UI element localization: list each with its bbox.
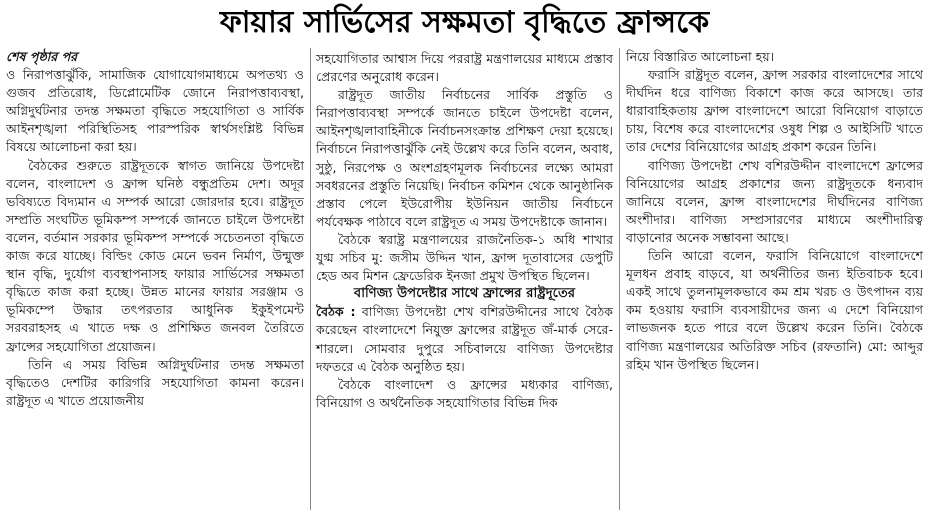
paragraph: বৈঠকের শুরুতে রাষ্ট্রদূতকে স্বাগত জানিয়ে উপদেষ্টা বলেন, বাংলাদেশ ও ফ্রান্স ঘনিষ্ঠ বন্ধুপ্রতিম দেশ। অদূর ভবিষ্যতে বিদ্যমান এ সম্পর্ক আরো জোরদার হবে। রাষ্ট্রদূত সম্প্রতি সংঘটিত ভূমিকম্প সম্পর্কে জানতে চাইলে উপদেষ্টা বলেন, বর্তমান সরকার ভূমিকম্প সম্পর্কে সচেতনতা বৃদ্ধিতে কাজ করে যাচ্ছে। বিল্ডিং কোড মেনে ভবন নির্মাণ, উন্মুক্ত স্থান বৃদ্ধি, দুর্যোগ ব্যবস্থাপনাসহ ফায়ার সার্ভিসের সক্ষমতা বৃদ্ধিতে কাজ করা হচ্ছে। উন্নত মানের ফায়ার সরঞ্জাম ও ভূমিকম্পে উদ্ধার তৎপরতার আধুনিক ইকুইপমেন্ট সরবরাহসহ এ খাতে দক্ষ ও প্রশিক্ষিত জনবল তৈরিতে ফ্রান্সের সহযোগিতা প্রয়োজন। — [6, 157, 304, 354]
paragraph: ফরাসি রাষ্ট্রদূত বলেন, ফ্রান্স সরকার বাংলাদেশের সাথে দীর্ঘদিন ধরে বাণিজ্য বিকাশে কাজ করে আসছে। তার ধারাবাহিকতায় ফ্রান্স বাংলাদেশে আরো বিনিয়োগ বাড়াতে চায়, বিশেষ করে বাংলাদেশের ওষুধ শিল্প ও আইসিটি খাতে তার দেশের বিনিয়োগের আগ্রহ প্রকাশ করেন তিনি। — [626, 67, 923, 155]
paragraph: তিনি আরো বলেন, ফরাসি বিনিয়োগে বাংলাদেশে মূলধন প্রবাহ বাড়বে, যা অর্থনীতির জন্য ইতিবাচক হবে। একই সাথে তুলনামূলকভাবে কম শ্রম খরচ ও উৎপাদন ব্যয় কম হওয়ায় ফরাসি ব্যবসায়ীদের জন্য এ দেশে বিনিয়োগ লাভজনক হতে পারে বলে উল্লেখ করেন তিনি। বৈঠকে বাণিজ্য মন্ত্রণালয়ের অতিরিক্ত সচিব (রফতানি) মো: আব্দুর রহিম খান উপস্থিত ছিলেন। — [626, 248, 923, 372]
paragraph: ও নিরাপত্তাঝুঁকি, সামাজিক যোগাযোগমাধ্যমে অপতথ্য ও গুজব প্রতিরোধ, ডিপ্লোমেটিক জোনে নিরাপত্তাব্যবস্থা, অগ্নিদুর্ঘটনার তদন্ত সক্ষমতা বৃদ্ধিতে সহযোগিতা ও সার্বিক আইনশৃঙ্খলা পরিস্থিতিসহ পারস্পরিক স্বার্থসংশ্লিষ্ট বিভিন্ন বিষয়ে আলোচনা করা হয়। — [6, 67, 304, 155]
article-column-1 — [6, 48, 304, 410]
paragraph: বৈঠকে বাংলাদেশ ও ফ্রান্সের মধ্যকার বাণিজ্য, বিনিয়োগ ও অর্থনৈতিক সহযোগিতার বিভিন্ন দিক — [316, 376, 613, 410]
continued-kicker: শেষ পৃষ্ঠার পর — [6, 49, 78, 64]
paragraph: নিয়ে বিস্তারিত আলোচনা হয়। — [626, 49, 775, 64]
headline: ফায়ার সার্ভিসের সক্ষমতা বৃদ্ধিতে ফ্রান্সকে — [219, 5, 710, 40]
paragraph: বাণিজ্য উপদেষ্টা শেখ বশিরউদ্দীনের সাথে বৈঠক করেছেন বাংলাদেশে নিযুক্ত ফ্রান্সের রাষ্ট্রদূত জঁ-মার্ক সেরে-শারলে। সোমবার দুপুরে সচিবালয়ে বাণিজ্য উপদেষ্টার দফতরে এ বৈঠক অনুষ্ঠিত হয়। — [316, 304, 613, 374]
paragraph: তিনি এ সময় বিভিন্ন অগ্নিদুর্ঘটনার তদন্ত সক্ষমতা বৃদ্ধিতেও দেশটির কারিগরি সহযোগিতা কামনা করেন। রাষ্ট্রদূত এ খাতে প্রয়োজনীয় — [6, 356, 304, 408]
column-divider — [619, 48, 620, 510]
article-column-3 — [626, 48, 923, 374]
subhead-lead: বৈঠক : — [316, 304, 356, 320]
paragraph: রাষ্ট্রদূত জাতীয় নির্বাচনের সার্বিক প্রস্তুতি ও নিরাপত্তাব্যবস্থা সম্পর্কে জানতে চাইলে উপদেষ্টা বলেন, আইনশৃঙ্খলাবাহিনীকে নির্বাচনসংক্রান্ত প্রশিক্ষণ দেয়া হয়েছে। নির্বাচনে নিরাপত্তাঝুঁকি নেই উল্লেখ করে তিনি বলেন, অবাধ, সুষ্ঠু, নিরপেক্ষ ও অংশগ্রহণমূলক নির্বাচনের লক্ষ্যে আমরা সবধরনের প্রস্তুতি নিয়েছি। নির্বাচন কমিশন থেকে আনুষ্ঠানিক প্রস্তাব পেলে ইউরোপীয় ইউনিয়ন জাতীয় নির্বাচনে পর্যবেক্ষক পাঠাবে বলে রাষ্ট্রদূত এ সময় উপদেষ্টাকে জানান। — [316, 87, 613, 229]
paragraph: বাণিজ্য উপদেষ্টা শেখ বশিরউদ্দীন বাংলাদেশে ফ্রান্সের বিনিয়োগের আগ্রহ প্রকাশের জন্য রাষ্ট্রদূতকে ধন্যবাদ জানিয়ে বলেন, ফ্রান্স বাংলাদেশের দীর্ঘদিনের বাণিজ্য অংশীদার। বাণিজ্য সম্প্রসারণের মাধ্যমে অংশীদারিত্ব বাড়ানোর অনেক সম্ভাবনা আছে। — [626, 157, 923, 245]
column-divider — [310, 48, 311, 510]
section-subhead: বাণিজ্য উপদেষ্টার সাথে ফ্রান্সের রাষ্ট্রদূতের — [353, 286, 576, 302]
paragraph: বৈঠকে স্বরাষ্ট্র মন্ত্রণালয়ের রাজনৈতিক-১ অধি শাখার যুগ্ম সচিব মু: জসীম উদ্দিন খান, ফ্রান্স দূতাবাসের ডেপুটি হেড অব মিশন ফ্রেডেরিক ইনজা প্রমুখ উপস্থিত ছিলেন। — [316, 231, 613, 284]
paragraph: সহযোগিতার আশ্বাস দিয়ে পররাষ্ট্র মন্ত্রণালয়ের মাধ্যমে প্রস্তাব প্রেরণের অনুরোধ করেন। — [316, 51, 613, 85]
article-column-2 — [316, 50, 613, 412]
